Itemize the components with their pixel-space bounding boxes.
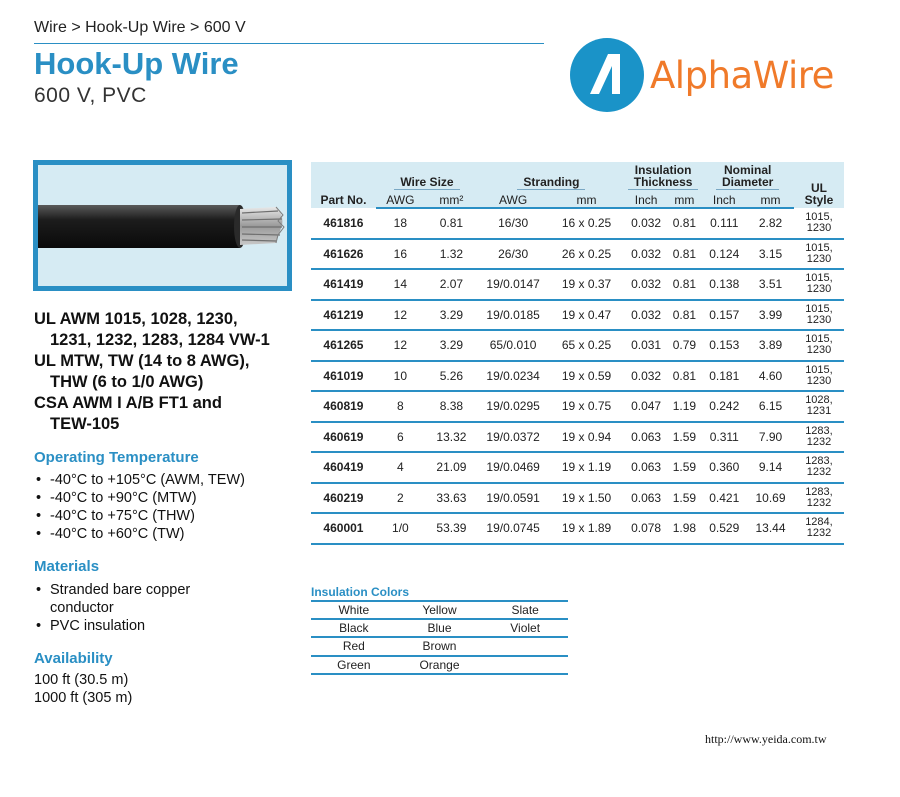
wire-illustration xyxy=(38,165,287,286)
stranding-awg-cell: 19/0.0591 xyxy=(478,483,548,514)
insulation-colors-body xyxy=(311,601,568,674)
ul-style-cell xyxy=(794,269,844,300)
stranding-mm-cell: 16 x 0.25 xyxy=(548,208,625,239)
header-wire-size-label: Wire Size xyxy=(394,176,459,190)
subheader-inch: Inch xyxy=(625,192,668,208)
ul-style-cell xyxy=(794,513,844,544)
standard-line: CSA AWM I A/B FT1 and xyxy=(34,394,222,412)
ul-style-line: 1284, xyxy=(805,516,833,529)
insulation-inch-cell: 0.032 xyxy=(625,361,668,392)
table-row xyxy=(311,208,844,239)
mm2-cell: 13.32 xyxy=(425,422,478,453)
color-row xyxy=(311,619,568,637)
subheader-mm2: mm² xyxy=(425,192,478,208)
ul-style-cell xyxy=(794,300,844,331)
stranding-awg-cell: 26/30 xyxy=(478,239,548,270)
mm2-cell: 2.07 xyxy=(425,269,478,300)
wire-spec-table xyxy=(311,162,844,545)
stranding-awg-cell: 19/0.0372 xyxy=(478,422,548,453)
mm2-cell: 0.81 xyxy=(425,208,478,239)
color-cell: Violet xyxy=(482,619,568,637)
awg-cell: 16 xyxy=(376,239,425,270)
ul-style-line: 1230 xyxy=(806,313,832,326)
stranding-awg-cell: 19/0.0234 xyxy=(478,361,548,392)
diameter-inch-cell: 0.111 xyxy=(701,208,747,239)
stranding-mm-cell: 19 x 1.50 xyxy=(548,483,625,514)
diameter-inch-cell: 0.311 xyxy=(701,422,747,453)
stranding-mm-cell: 19 x 0.37 xyxy=(548,269,625,300)
part-no-cell: 461419 xyxy=(311,269,376,300)
diameter-inch-cell: 0.124 xyxy=(701,239,747,270)
diameter-mm-cell: 7.90 xyxy=(747,422,794,453)
diameter-mm-cell: 3.99 xyxy=(747,300,794,331)
insulation-mm-cell: 0.81 xyxy=(667,269,701,300)
insulation-inch-cell: 0.032 xyxy=(625,300,668,331)
header-ul-style xyxy=(794,162,844,208)
color-row xyxy=(311,637,568,655)
part-no-cell: 460419 xyxy=(311,452,376,483)
insulation-mm-cell: 0.79 xyxy=(667,330,701,361)
ul-style-cell xyxy=(794,483,844,514)
part-no-cell: 460619 xyxy=(311,422,376,453)
wire-image xyxy=(33,160,292,291)
insulation-inch-cell: 0.063 xyxy=(625,452,668,483)
part-no-cell: 461626 xyxy=(311,239,376,270)
table-row xyxy=(311,361,844,392)
part-no-cell: 461219 xyxy=(311,300,376,331)
part-no-cell: 461816 xyxy=(311,208,376,239)
ul-style-line: 1232 xyxy=(806,496,832,509)
ul-style-line: 1230 xyxy=(806,252,832,265)
diameter-mm-cell: 2.82 xyxy=(747,208,794,239)
color-row xyxy=(311,601,568,619)
breadcrumb: Wire > Hook-Up Wire > 600 V xyxy=(34,19,246,36)
ul-style-line: 1015, xyxy=(805,363,833,376)
diameter-inch-cell: 0.138 xyxy=(701,269,747,300)
mm2-cell: 1.32 xyxy=(425,239,478,270)
stranding-mm-cell: 26 x 0.25 xyxy=(548,239,625,270)
insulation-colors-title: Insulation Colors xyxy=(311,585,410,599)
standard-line: THW (6 to 1/0 AWG) xyxy=(50,373,204,391)
stranding-awg-cell: 19/0.0147 xyxy=(478,269,548,300)
insulation-inch-cell: 0.063 xyxy=(625,483,668,514)
part-no-cell: 460001 xyxy=(311,513,376,544)
awg-cell: 12 xyxy=(376,330,425,361)
subheader-awg: AWG xyxy=(376,192,425,208)
awg-cell: 18 xyxy=(376,208,425,239)
mm2-cell: 8.38 xyxy=(425,391,478,422)
ul-style-cell xyxy=(794,208,844,239)
list-item: • Stranded bare copper xyxy=(34,581,190,599)
mm2-cell: 3.29 xyxy=(425,300,478,331)
color-cell xyxy=(482,656,568,674)
part-no-cell: 460219 xyxy=(311,483,376,514)
website-url: http://www.yeida.com.tw xyxy=(705,732,827,746)
part-no-cell: 461265 xyxy=(311,330,376,361)
list-item: • -40°C to +75°C (THW) xyxy=(34,507,245,525)
subheader-mm: mm xyxy=(747,192,794,208)
ul-style-line: 1230 xyxy=(806,344,832,357)
ul-style-line: 1015, xyxy=(805,302,833,315)
diameter-inch-cell: 0.360 xyxy=(701,452,747,483)
insulation-colors-table xyxy=(311,600,568,675)
alphawire-logo xyxy=(568,36,848,116)
insulation-inch-cell: 0.078 xyxy=(625,513,668,544)
part-no-cell: 461019 xyxy=(311,361,376,392)
diameter-mm-cell: 10.69 xyxy=(747,483,794,514)
color-cell: Brown xyxy=(397,637,483,655)
awg-cell: 8 xyxy=(376,391,425,422)
stranding-awg-cell: 65/0.010 xyxy=(478,330,548,361)
ul-style-cell xyxy=(794,330,844,361)
table-row xyxy=(311,452,844,483)
subheader-inch: Inch xyxy=(701,192,747,208)
color-cell: Green xyxy=(311,656,397,674)
header-line: Thickness xyxy=(628,176,699,190)
insulation-inch-cell: 0.047 xyxy=(625,391,668,422)
ul-style-line: 1283, xyxy=(805,455,833,468)
awg-cell: 10 xyxy=(376,361,425,392)
diameter-mm-cell: 4.60 xyxy=(747,361,794,392)
ul-style-cell xyxy=(794,361,844,392)
ul-style-line: 1015, xyxy=(805,210,833,223)
insulation-inch-cell: 0.032 xyxy=(625,208,668,239)
color-cell: Slate xyxy=(482,601,568,619)
alphawire-logo-icon xyxy=(568,36,646,114)
insulation-inch-cell: 0.031 xyxy=(625,330,668,361)
header-stranding-label: Stranding xyxy=(517,176,585,190)
mm2-cell: 33.63 xyxy=(425,483,478,514)
subheader-mm: mm xyxy=(548,192,625,208)
standard-line: UL MTW, TW (14 to 8 AWG), xyxy=(34,352,250,370)
list-item: • -40°C to +105°C (AWM, TEW) xyxy=(34,471,245,489)
ul-style-line: 1232 xyxy=(806,435,832,448)
diameter-inch-cell: 0.181 xyxy=(701,361,747,392)
insulation-mm-cell: 0.81 xyxy=(667,361,701,392)
diameter-mm-cell: 3.89 xyxy=(747,330,794,361)
insulation-mm-cell: 1.59 xyxy=(667,483,701,514)
color-cell: Orange xyxy=(397,656,483,674)
insulation-mm-cell: 1.59 xyxy=(667,422,701,453)
diameter-mm-cell: 3.51 xyxy=(747,269,794,300)
materials-heading: Materials xyxy=(34,558,100,575)
header-part-no: Part No. xyxy=(311,162,376,208)
awg-cell: 14 xyxy=(376,269,425,300)
diameter-inch-cell: 0.157 xyxy=(701,300,747,331)
diameter-inch-cell: 0.153 xyxy=(701,330,747,361)
stranding-mm-cell: 19 x 0.94 xyxy=(548,422,625,453)
availability-item: 1000 ft (305 m) xyxy=(34,690,133,706)
header-stranding xyxy=(478,162,625,192)
ul-style-line: 1015, xyxy=(805,272,833,285)
operating-temperature-heading: Operating Temperature xyxy=(34,449,199,466)
subheader-awg: AWG xyxy=(478,192,548,208)
materials-list xyxy=(34,581,190,635)
mm2-cell: 5.26 xyxy=(425,361,478,392)
ul-style-cell xyxy=(794,422,844,453)
diameter-mm-cell: 13.44 xyxy=(747,513,794,544)
ul-style-line: 1028, xyxy=(805,394,833,407)
standard-line: UL AWM 1015, 1028, 1230, xyxy=(34,310,238,328)
color-cell: Black xyxy=(311,619,397,637)
ul-style-line: 1015, xyxy=(805,241,833,254)
stranding-mm-cell: 19 x 1.19 xyxy=(548,452,625,483)
header-line: Diameter xyxy=(716,176,779,190)
ul-style-line: 1230 xyxy=(806,374,832,387)
table-row xyxy=(311,239,844,270)
list-item: • PVC insulation xyxy=(34,617,190,635)
stranding-mm-cell: 19 x 1.89 xyxy=(548,513,625,544)
availability-heading: Availability xyxy=(34,650,113,667)
awg-cell: 1/0 xyxy=(376,513,425,544)
color-cell: White xyxy=(311,601,397,619)
mm2-cell: 53.39 xyxy=(425,513,478,544)
insulation-mm-cell: 0.81 xyxy=(667,208,701,239)
stranding-mm-cell: 19 x 0.75 xyxy=(548,391,625,422)
mm2-cell: 21.09 xyxy=(425,452,478,483)
header-line: Nominal xyxy=(723,163,772,177)
availability-item: 100 ft (30.5 m) xyxy=(34,672,129,688)
table-row xyxy=(311,330,844,361)
table-row xyxy=(311,483,844,514)
header-insulation-thickness xyxy=(625,162,702,192)
logo-text: AlphaWire xyxy=(650,54,834,97)
insulation-mm-cell: 0.81 xyxy=(667,300,701,331)
diameter-inch-cell: 0.529 xyxy=(701,513,747,544)
header-line: Style xyxy=(804,193,834,207)
table-row xyxy=(311,269,844,300)
stranding-awg-cell: 19/0.0469 xyxy=(478,452,548,483)
ul-style-cell xyxy=(794,452,844,483)
standards-list xyxy=(34,309,270,435)
insulation-inch-cell: 0.032 xyxy=(625,269,668,300)
header-nominal-diameter xyxy=(701,162,794,192)
ul-style-line: 1283, xyxy=(805,424,833,437)
header-wire-size xyxy=(376,162,478,192)
stranding-mm-cell: 65 x 0.25 xyxy=(548,330,625,361)
mm2-cell: 3.29 xyxy=(425,330,478,361)
wire-spec-table-body xyxy=(311,208,844,544)
page-subtitle: 600 V, PVC xyxy=(34,84,147,107)
list-item: • -40°C to +90°C (MTW) xyxy=(34,489,245,507)
table-row xyxy=(311,513,844,544)
insulation-mm-cell: 1.19 xyxy=(667,391,701,422)
page-title: Hook-Up Wire xyxy=(34,46,239,81)
color-cell: Blue xyxy=(397,619,483,637)
table-row xyxy=(311,422,844,453)
stranding-awg-cell: 19/0.0295 xyxy=(478,391,548,422)
stranding-awg-cell: 19/0.0745 xyxy=(478,513,548,544)
ul-style-line: 1283, xyxy=(805,485,833,498)
ul-style-line: 1230 xyxy=(806,221,832,234)
standard-line: TEW-105 xyxy=(50,415,120,433)
ul-style-cell xyxy=(794,239,844,270)
ul-style-line: 1232 xyxy=(806,466,832,479)
insulation-inch-cell: 0.063 xyxy=(625,422,668,453)
insulation-mm-cell: 1.98 xyxy=(667,513,701,544)
awg-cell: 6 xyxy=(376,422,425,453)
ul-style-cell xyxy=(794,391,844,422)
header-line: Insulation xyxy=(634,163,692,177)
table-row xyxy=(311,300,844,331)
diameter-mm-cell: 6.15 xyxy=(747,391,794,422)
awg-cell: 4 xyxy=(376,452,425,483)
table-row xyxy=(311,391,844,422)
breadcrumb-rule xyxy=(34,43,544,44)
insulation-mm-cell: 0.81 xyxy=(667,239,701,270)
stranding-awg-cell: 16/30 xyxy=(478,208,548,239)
header-line: UL xyxy=(810,181,827,195)
operating-temperature-list xyxy=(34,471,245,543)
stranding-mm-cell: 19 x 0.47 xyxy=(548,300,625,331)
list-item: • -40°C to +60°C (TW) xyxy=(34,525,245,543)
stranding-mm-cell: 19 x 0.59 xyxy=(548,361,625,392)
diameter-mm-cell: 3.15 xyxy=(747,239,794,270)
color-cell: Yellow xyxy=(397,601,483,619)
diameter-inch-cell: 0.242 xyxy=(701,391,747,422)
awg-cell: 2 xyxy=(376,483,425,514)
color-cell xyxy=(482,637,568,655)
ul-style-line: 1231 xyxy=(806,405,832,418)
ul-style-line: 1015, xyxy=(805,333,833,346)
list-item-continuation: conductor xyxy=(50,600,114,616)
diameter-mm-cell: 9.14 xyxy=(747,452,794,483)
diameter-inch-cell: 0.421 xyxy=(701,483,747,514)
insulation-inch-cell: 0.032 xyxy=(625,239,668,270)
subheader-mm: mm xyxy=(667,192,701,208)
standard-line: 1231, 1232, 1283, 1284 VW-1 xyxy=(50,331,270,349)
awg-cell: 12 xyxy=(376,300,425,331)
part-no-cell: 460819 xyxy=(311,391,376,422)
ul-style-line: 1230 xyxy=(806,283,832,296)
insulation-mm-cell: 1.59 xyxy=(667,452,701,483)
color-row xyxy=(311,656,568,674)
ul-style-line: 1232 xyxy=(806,527,832,540)
color-cell: Red xyxy=(311,637,397,655)
stranding-awg-cell: 19/0.0185 xyxy=(478,300,548,331)
availability-list xyxy=(34,671,132,707)
